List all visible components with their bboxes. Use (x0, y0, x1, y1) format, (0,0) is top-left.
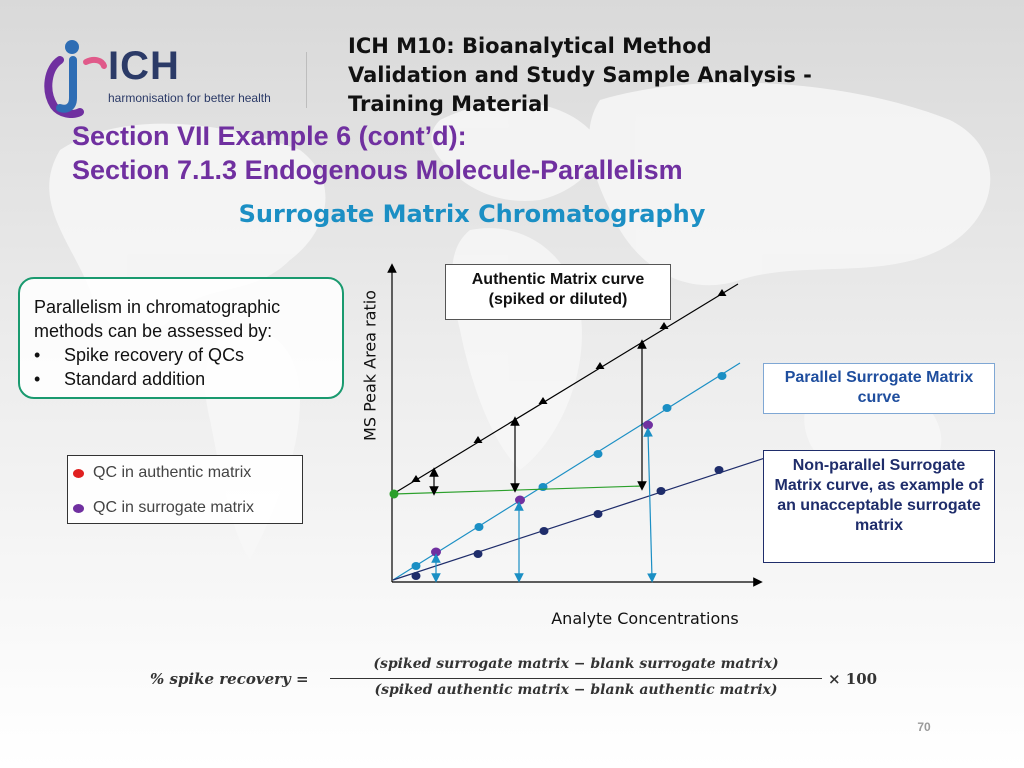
qc-surrogate-point (643, 421, 653, 430)
methods-bullet-spike-recovery: • Spike recovery of QCs (34, 343, 330, 367)
formula-suffix: × 100 (828, 670, 878, 688)
authentic-callout-line1: Authentic Matrix curve (471, 271, 645, 288)
surrogate-increment-arrow (648, 432, 652, 578)
logo-text: ICH (108, 44, 180, 88)
parallel-points (412, 372, 727, 570)
parallel-point (475, 523, 484, 531)
methods-bullet-standard-addition: • Standard addition (34, 367, 330, 391)
parallel-curve-callout: Parallel Surrogate Matrix curve (763, 363, 995, 414)
authentic-point (474, 436, 483, 443)
section-title-line2: Section 7.1.3 Endogenous Molecule-Parallelism (72, 155, 683, 185)
nonparallel-point (540, 527, 549, 535)
page-number: 70 (917, 720, 931, 734)
nonparallel-curve-callout: Non-parallel Surrogate Matrix curve, as example of an unacceptable surrogate matrix (763, 450, 995, 563)
methods-intro-line1: Parallelism in chromatographic (34, 297, 281, 317)
authentic-curve-callout (445, 264, 671, 320)
header-title-line3: Training Material (348, 92, 550, 116)
qc-surrogate-point (515, 496, 525, 505)
nonparallel-point (474, 550, 483, 558)
parallel-point (594, 450, 603, 458)
formula-fraction-bar (330, 678, 822, 679)
spike-recovery-formula (150, 656, 890, 702)
nonparallel-point (657, 487, 666, 495)
endogenous-point (390, 490, 399, 499)
qc-surrogate-point (431, 548, 441, 557)
parallel-point (412, 562, 421, 570)
parallel-point (663, 404, 672, 412)
methods-intro-line2: methods can be assessed by: (34, 321, 273, 341)
legend-label-surrogate: QC in surrogate matrix (93, 499, 254, 516)
header-title-line2: Validation and Study Sample Analysis - (348, 63, 812, 87)
y-axis-label: MS Peak Area ratio (360, 290, 380, 441)
legend-label-authentic: QC in authentic matrix (93, 464, 252, 481)
nonparallel-surrogate-line (393, 458, 765, 580)
slide-subtitle: Surrogate Matrix Chromatography (238, 200, 706, 228)
section-title-line1: Section VII Example 6 (cont’d): (72, 121, 467, 151)
nonparallel-point (594, 510, 603, 518)
parallel-point (718, 372, 727, 380)
endogenous-level-line (394, 486, 642, 494)
x-axis-label: Analyte Concentrations (551, 609, 739, 628)
header-title-line1: ICH M10: Bioanalytical Method (348, 34, 712, 58)
authentic-callout-line2: (spiked or diluted) (488, 291, 628, 308)
formula-numerator: (spiked surrogate matrix − blank surrogate matrix) (373, 656, 779, 672)
nonparallel-point (715, 466, 724, 474)
authentic-point (660, 322, 669, 329)
formula-prefix: % spike recovery = (150, 670, 309, 688)
logo-tagline: harmonisation for better health (108, 91, 271, 105)
formula-denominator: (spiked authentic matrix − blank authentic matrix) (374, 682, 778, 698)
parallel-surrogate-line (393, 363, 740, 580)
nonparallel-point (412, 572, 421, 580)
